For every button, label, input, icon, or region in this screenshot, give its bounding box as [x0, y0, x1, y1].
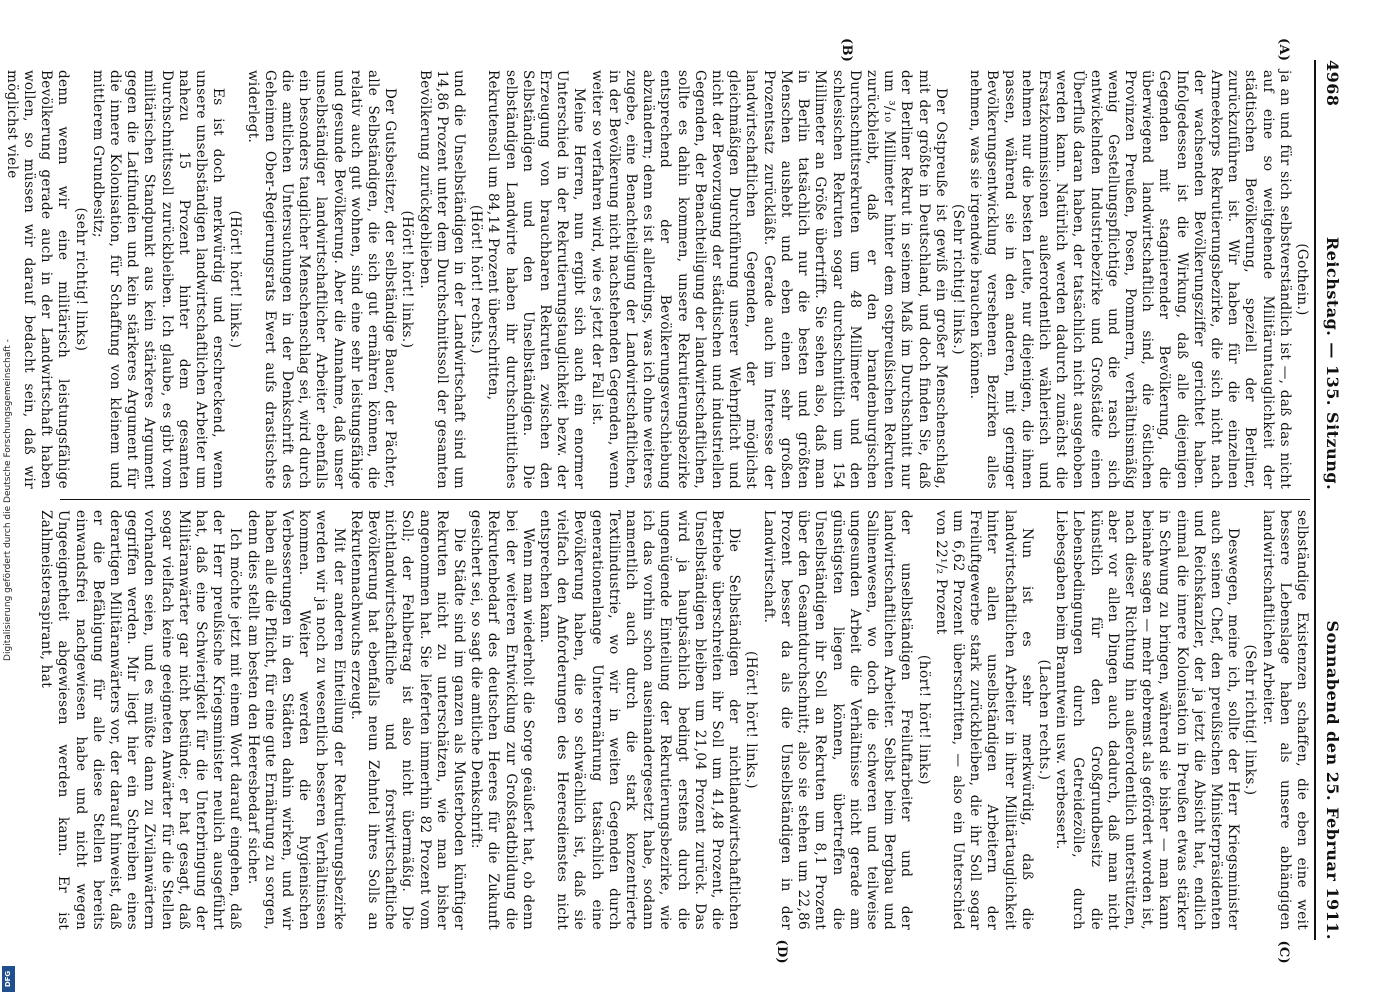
interjection: (hört! hört! links): [915, 654, 932, 786]
margin-marker-c: (C): [1276, 940, 1291, 964]
interjection: (Lachen rechts.): [1035, 659, 1052, 781]
interjection: (Sehr richtig! links.): [949, 203, 966, 356]
paragraph: ja an und für sich selbstverständlich ist —, daß das nicht auf eine so weitgehende Militäruntauglichkeit der städtischen Bevölkerung, speziell der Berliner, zurückzuführen ist. Wir haben für die einzelnen Armeekorps Rekrutierungsbezirke, die sich nicht nach der wachsenden Bevölkerungsziffer gerichtet haben. Infolgedessen ist die Wirkung, daß alle diejenigen Gegenden mit stagnierender Bevölkerung, die überwiegend landwirtschaftlich sind, die östlichen Provinzen Preußen, Posen, Pommern, verhältnismäßig wenig Gestellungspflichtige und die rasch sich entwickelnden Industriebezirke und Großstädte einen Überfluß daran haben, der tatsächlich nicht ausgehoben werden kann. Natürlich werden dadurch zunächst die Ersatzkommissionen außerordentlich wählerisch und nehmen nur die besten Leute, nur diejenigen, die ihnen passen, während sie in den anderen, mit geringer Bevölkerungsentwicklung versehenen Bezirken alles nehmen, was sie irgendwie brauchen können.: [967, 70, 1293, 489]
paragraph: denn wenn wir eine militärisch leistungsfähige Bevölkerung gerade auch in der Landwirtschaft haben wollen, so müssen wir darauf bedacht sein, daß wir möglichst viele: [3, 70, 72, 489]
right-column: [38, 500, 1310, 964]
speaker-name: (Gothein.): [1294, 243, 1310, 316]
paragraph: Ich möchte jetzt mit einem Wort darauf eingehen, daß der Herr preußische Kriegsminister neulich ausgeführt hat, daß eine Schwierigkeit für die Unterbringung der Militäranwärter gar nicht bestünde; er hat gesagt, daß sogar vielfach keine geeigneten Anwärter für die Stellen vorhanden seien, und es müßte dann zu Zivilanwärtern gegriffen werden. Mir liegt hier ein Schreiben eines derartigen Militäranwärters vor, der darauf hinweist, daß er die Befähigung für alle diese Stellen bereits einwandsfrei nachgewiesen habe und nicht wegen Ungeeignetheit abgewiesen werden kann. Er ist Zahlmeisteraspirant, hat: [38, 510, 244, 930]
paragraph: Der Ostpreuße ist gewiß ein großer Menschenschlag, mit der größte in Deutschland, und doch finden Sie, daß der Berliner Rekrut in seinem Maß im Durchschnitt nur um ³/₁₀ Millimeter hinter dem ostpreußischen Rekruten zurückbleibt, daß er den brandenburgischen Durchschnittsrekruten um 48 Millimeter und den schlesischen Rekruten sogar durchschnittlich um 154 Millimeter an Größe übertrifft. Sie sehen also, daß man in Berlin tatsächlich nur die besten und größten Menschen aushebt und eben einen sehr großen Prozentsatz zurückläßt. Gerade auch im Interesse der landwirtschaftlichen Gegenden, der möglichst gleichmäßigen Durchführung unserer Wehrpflicht und nicht der Bevorzugung der städtischen und industriellen Gegenden, der Benachteiligung der landwirtschaftlichen, sollte es dahin kommen, unsere Rekrutierungsbezirke entsprechend der Bevölkerungsverschiebung abzuändern; denn es ist allerdings, was ich ohne weiteres zugebe, eine Benachteiligung der Landwirtschaftlichen, in der Bevölkerung nicht nachstehenden Gegenden, wenn weiter so verfahren wird, wie es jetzt der Fall ist.: [588, 70, 949, 489]
page-number: 4968: [1323, 60, 1343, 107]
interjection: (Hört! hört! links.): [743, 650, 760, 790]
paragraph: Die Selbständigen der nichtlandwirtschaftlichen Betriebe überschreiten ihr Soll um 41,48 Prozent, die Unselbständigen bleiben um 21,04 Prozent zurück. Das wird ja hauptsächlich bedingt erstens durch die ungenügende Einteilung der Rekrutierungsbezirke, wie ich das vorhin schon auseinandergesetzt habe, sodann namentlich auch durch die stark konzentrierte Textilindustrie, wo wir in weiten Gegenden durch generationenlange Unterernährung tatsächlich eine Bevölkerung haben, die so schwächlich ist, daß sie vielfach den Anforderungen des Heeresdienstes nicht entsprechen kann.: [537, 510, 743, 930]
margin-marker-d: (D): [774, 939, 789, 964]
margin-marker-b: (B): [839, 38, 854, 63]
paragraph: Nun ist es sehr merkwürdig, daß die landwirtschaftlichen Arbeiter in ihrer Militärtauglichkeit hinter allen unselbständigen Arbeitern der Freiluftgewerbe stark zurückbleiben, die ihr Soll sogar um 6,62 Prozent überschritten, — also ein Unterschied von 22¹/₂ Prozent: [932, 510, 1035, 930]
interjection: (Hört! hört! links.): [399, 210, 416, 349]
paragraph: und die Unselbständigen in der Landwirtschaft sind um 14,86 Prozent unter dem Durchschnittssoll der gesamten Bevölkerung zurückgeblieben.: [416, 70, 468, 489]
paragraph: Wenn man wiederholt die Sorge geäußert hat, ob denn bei der weiteren Entwicklung zur Großstadtbildung die Rekrutenbedarf des deutschen Heeres für die Zukunft gesichert sei, so sagt die amtliche Denkschrift:: [468, 510, 536, 930]
interjection: (sehr richtig! links): [72, 207, 89, 352]
interjection: (Sehr richtig! links.): [1242, 644, 1259, 796]
credit-text: Digitalisierung gefördert durch die Deutsche Forschungsgemeinschaft -: [3, 339, 13, 661]
interjection: (Hört! hört! links.): [227, 210, 244, 349]
margin-marker-a: (A): [1276, 38, 1291, 62]
quotation: Die Städte sind im ganzen als Musterboden künftiger Rekruten nicht zu unterschätzen, wie man bisher angenommen hat. Sie lieferten immerhin 82 Prozent vom Soll; der Fehlbetrag ist also nicht übermäßig. Die nichtlandwirtschaftliche und forstwirtschaftliche Bevölkerung hat ebenfalls neun Zehntel ihres Solls an Rekrutennachwuchs erzeugt.: [347, 510, 468, 930]
paragraph: Der Gutsbesitzer, der selbständige Bauer, der Pächter, alle Selbständigen, die sich gut ernähren können, die relativ auch gut wohnen, sind eine sehr leistungsfähige und gesunde Bevölkerung. Aber die Annahme, daß unser unselbständiger landwirtschaftlicher Arbeiter ebenfalls ein besonders tauglicher Menschenschlag sei, wird durch die amtlichen Untersuchungen in der Denkschrift des Geheimen Ober-Regierungsrats Ewert aufs drastischste widerlegt.: [244, 70, 399, 489]
paragraph: der unselbständigen Freiluftarbeiter und der landwirtschaftlichen Arbeiter. Selbst beim Bergbau und Salinenwesen, wo doch die schweren und teilweise ungesunden Arbeit die Verhältnisse nicht gerade am günstigsten liegen können, übertreffen die Unselbständigen ihr Soll an Rekruten um 8,1 Prozent über den Gesamtdurchschnitt; also sie stehen um 22,86 Prozent besser da als die Unselbständigen in der Landwirtschaft.: [760, 510, 915, 930]
header-date: Sonnabend den 25. Februar 1911.: [1323, 620, 1343, 940]
dfg-logo-text: DFG: [4, 970, 13, 988]
paragraph: Deswegen, meine ich, sollte der Herr Kriegsminister auch seinen Chef, den preußischen Ministerpräsidenten und Reichskanzler, der ja jetzt die Absicht hat, endlich einmal die innere Kolonisation in Preußen etwas stärker in Schwung zu bringen, während sie bisher — man kann beinahe sagen — mehr gebremst als gefördert worden ist, nach dieser Richtung hin außerordentlich unterstützen, aber vor allen Dingen auch dadurch, daß man nicht künstlich für den Großgrundbesitz die Lebensbedingungen durch Getreidezölle, durch Liebesgaben beim Branntwein usw. verbessert.: [1053, 510, 1242, 930]
paragraph: Meine Herren, nun ergibt sich auch ein enormer Unterschied in der Rekrutierungstauglichkeit bezw. der Erzeugung von brauchbaren Rekruten zwischen den Selbständigen und den Unselbständigen. Die selbständigen Landwirte haben ihr durchschnittliches Rekrutensoll um 84,14 Prozent überschritten,: [485, 70, 588, 489]
paragraph: selbständige Existenzen schaffen, die eben eine weit bessere Lebenslage haben als unsere abhängigen landwirtschaftlichen Arbeiter.: [1259, 510, 1310, 930]
paragraph: Mit der anderen Einteilung der Rekrutierungsbezirke werden wir ja noch zu wesentlich besseren Verhältnissen kommen. Weiter werden die hygienischen Verbesserungen in den Städten dahin wirken, und wir haben alle die Pflicht, für eine gute Ernährung zu sorgen, denn dies stellt am besten den Heeresbedarf sicher.: [244, 510, 347, 930]
dfg-logo: [2, 966, 15, 992]
page-header: [1314, 60, 1350, 940]
paragraph: Es ist doch merkwürdig und erschreckend, wenn unsere unselbständigen landwirtschaftlichen Arbeiter um nahezu 15 Prozent hinter dem gesamten Durchschnittssoll zurückbleiben. Ich glaube, es gibt vom militärischen Standpunkt aus kein stärkeres Argument gegen die Latifundien und kein stärkeres Argument für die innere Kolonisation, für Schaffung von kleinem und mittlerem Grundbesitz;: [89, 70, 227, 489]
header-title: Reichstag. — 135. Sitzung.: [1323, 236, 1343, 491]
interjection: (Hört! hört! rechts.): [468, 204, 485, 355]
